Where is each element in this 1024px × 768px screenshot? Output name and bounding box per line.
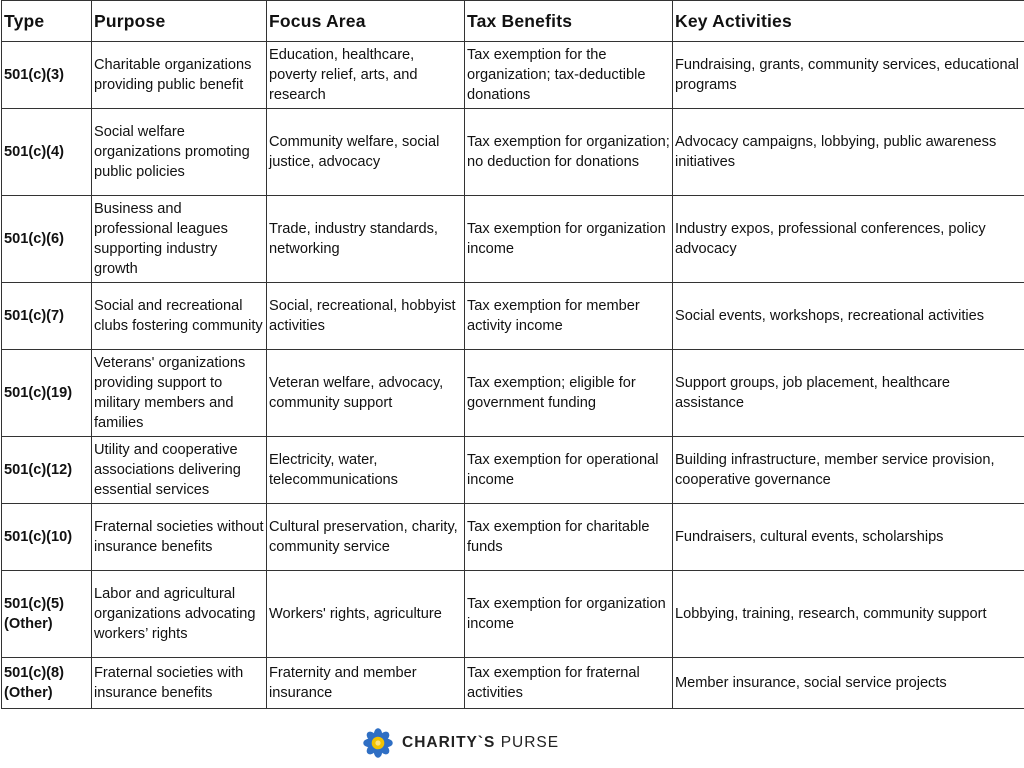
brand-name-light: PURSE [495, 734, 560, 751]
cell-type: 501(c)(12) [2, 437, 92, 504]
cell-purpose: Fraternal societies without insurance benefits [92, 504, 267, 571]
cell-key-activities: Fundraising, grants, community services, educational programs [673, 42, 1024, 109]
header-focus-area: Focus Area [267, 1, 465, 42]
cell-type: 501(c)(19) [2, 350, 92, 437]
cell-focus-area: Cultural preservation, charity, community service [267, 504, 465, 571]
cell-key-activities: Member insurance, social service projects [673, 658, 1024, 709]
cell-tax-benefits: Tax exemption; eligible for government funding [465, 350, 673, 437]
cell-key-activities: Fundraisers, cultural events, scholarships [673, 504, 1024, 571]
cell-type: 501(c)(6) [2, 196, 92, 283]
cell-tax-benefits: Tax exemption for operational income [465, 437, 673, 504]
cell-tax-benefits: Tax exemption for the organization; tax-deductible donations [465, 42, 673, 109]
header-type: Type [2, 1, 92, 42]
table-row [2, 658, 1024, 709]
cell-purpose: Charitable organizations providing public benefit [92, 42, 267, 109]
cell-type: 501(c)(10) [2, 504, 92, 571]
cell-focus-area: Social, recreational, hobbyist activities [267, 283, 465, 350]
table-row [2, 283, 1024, 350]
table-row [2, 42, 1024, 109]
cell-focus-area: Workers' rights, agriculture [267, 571, 465, 658]
cell-purpose: Social welfare organizations promoting public policies [92, 109, 267, 196]
brand-name-bold: CHARITY`S [402, 734, 496, 751]
cell-tax-benefits: Tax exemption for organization income [465, 571, 673, 658]
cell-type: 501(c)(4) [2, 109, 92, 196]
table-row [2, 196, 1024, 283]
cell-focus-area: Education, healthcare, poverty relief, arts, and research [267, 42, 465, 109]
header-tax-benefits: Tax Benefits [465, 1, 673, 42]
table-row [2, 109, 1024, 196]
cell-type: 501(c)(7) [2, 283, 92, 350]
cell-tax-benefits: Tax exemption for organization; no deduction for donations [465, 109, 673, 196]
table-row [2, 437, 1024, 504]
cell-focus-area: Community welfare, social justice, advocacy [267, 109, 465, 196]
cell-key-activities: Lobbying, training, research, community support [673, 571, 1024, 658]
cell-type: 501(c)(8) (Other) [2, 658, 92, 709]
cell-purpose: Social and recreational clubs fostering community [92, 283, 267, 350]
cell-purpose: Business and professional leagues supporting industry growth [92, 196, 267, 283]
cell-tax-benefits: Tax exemption for member activity income [465, 283, 673, 350]
brand-logo [363, 728, 559, 758]
table-row [2, 350, 1024, 437]
cell-purpose: Labor and agricultural organizations advocating workers’ rights [92, 571, 267, 658]
cell-key-activities: Support groups, job placement, healthcare assistance [673, 350, 1024, 437]
header-key-activities: Key Activities [673, 1, 1024, 42]
cell-key-activities: Industry expos, professional conferences, policy advocacy [673, 196, 1024, 283]
cell-tax-benefits: Tax exemption for fraternal activities [465, 658, 673, 709]
table-row [2, 504, 1024, 571]
cell-key-activities: Social events, workshops, recreational activities [673, 283, 1024, 350]
flower-icon [363, 728, 393, 758]
cell-tax-benefits: Tax exemption for charitable funds [465, 504, 673, 571]
cell-purpose: Veterans' organizations providing support to military members and families [92, 350, 267, 437]
cell-focus-area: Fraternity and member insurance [267, 658, 465, 709]
cell-focus-area: Trade, industry standards, networking [267, 196, 465, 283]
cell-type: 501(c)(3) [2, 42, 92, 109]
cell-type: 501(c)(5) (Other) [2, 571, 92, 658]
table-row [2, 571, 1024, 658]
cell-key-activities: Building infrastructure, member service provision, cooperative governance [673, 437, 1024, 504]
cell-purpose: Fraternal societies with insurance benefits [92, 658, 267, 709]
table-header-row [2, 1, 1024, 42]
nonprofit-types-table [1, 0, 1024, 709]
cell-focus-area: Electricity, water, telecommunications [267, 437, 465, 504]
cell-key-activities: Advocacy campaigns, lobbying, public awareness initiatives [673, 109, 1024, 196]
header-purpose: Purpose [92, 1, 267, 42]
cell-purpose: Utility and cooperative associations delivering essential services [92, 437, 267, 504]
cell-focus-area: Veteran welfare, advocacy, community support [267, 350, 465, 437]
brand-name [402, 734, 559, 752]
cell-tax-benefits: Tax exemption for organization income [465, 196, 673, 283]
